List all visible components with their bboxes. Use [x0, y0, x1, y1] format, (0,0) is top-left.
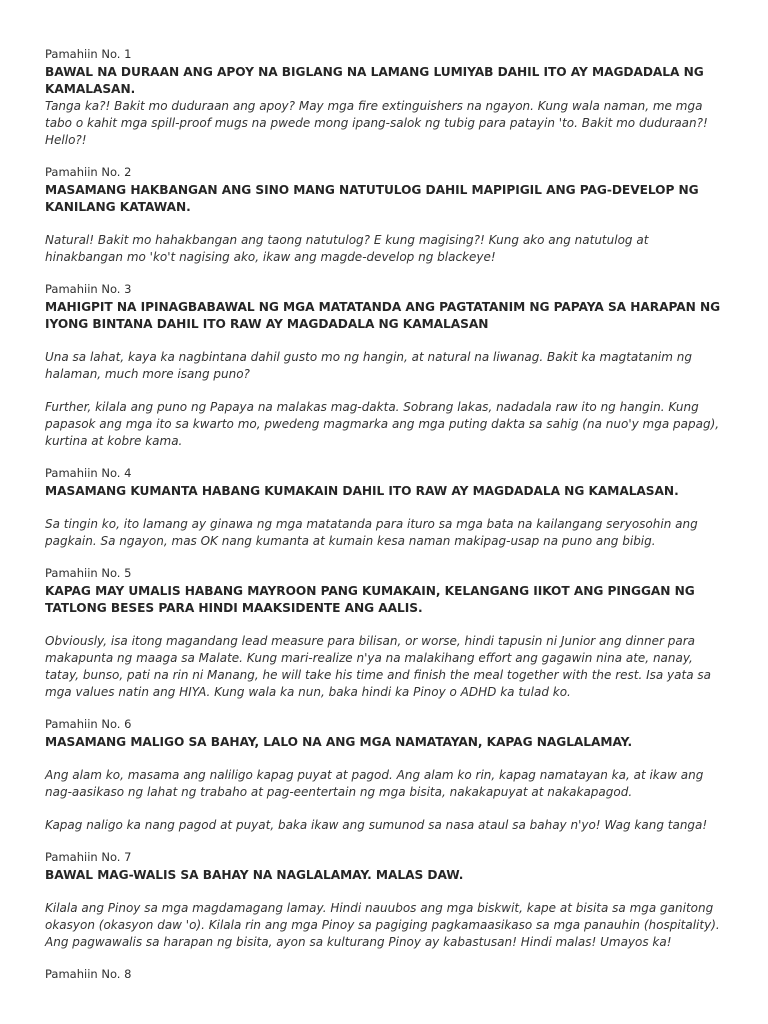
entry-label: Pamahiin No. 2 [45, 165, 132, 179]
entry-heading: BAWAL NA DURAAN ANG APOY NA BIGLANG NA LAMANG LUMIYAB DAHIL ITO AY MAGDADALA NG KAMALASAN. [45, 65, 704, 96]
entry-heading: MASAMANG MALIGO SA BAHAY, LALO NA ANG MGA NAMATAYAN, KAPAG NAGLALAMAY. [45, 735, 633, 749]
entry-7 [45, 850, 728, 951]
spacer [45, 450, 728, 466]
spacer [45, 884, 728, 900]
entry-heading: MAHIGPIT NA IPINAGBABAWAL NG MGA MATATANDA ANG PAGTATANIM NG PAPAYA SA HARAPAN NG IYONG BINTANA DAHIL ITO RAW AY MAGDADALA NG KAMALASAN [45, 300, 721, 331]
spacer [45, 701, 728, 717]
entry-label: Pamahiin No. 1 [45, 47, 132, 61]
spacer [45, 951, 728, 967]
entry-paragraph: Kapag naligo ka nang pagod at puyat, baka ikaw ang sumunod sa nasa ataul sa bahay n'yo! Wag kang tanga! [45, 818, 708, 832]
spacer [45, 617, 728, 633]
entry-paragraph: Sa tingin ko, ito lamang ay ginawa ng mga matatanda para ituro sa mga bata na kailangang seryosohin ang pagkain. Sa ngayon, mas OK nang kumanta at kumain kesa naman makipag-usap na puno ang bibig. [45, 517, 698, 548]
entry-label: Pamahiin No. 3 [45, 282, 132, 296]
entry-heading: MASAMANG HAKBANGAN ANG SINO MANG NATUTULOG DAHIL MAPIPIGIL ANG PAG-DEVELOP NG KANILANG KATAWAN. [45, 183, 699, 214]
spacer [45, 333, 728, 349]
entry-paragraph: Ang alam ko, masama ang naliligo kapag puyat at pagod. Ang alam ko rin, kapag namatayan ka, at ikaw ang nag-aasikaso ng lahat ng trabaho at pag-eentertain ng mga bisita, nakakapuyat at nakakapagod. [45, 768, 704, 799]
entry-paragraph: Obviously, isa itong magandang lead measure para bilisan, or worse, hindi tapusin ni Junior ang dinner para makapunta ng maaga sa Malate. Kung mari-realize n'ya na malakihang effort ang gagawin nina ate, nanay, tatay, bunso, pati na rin ni Manang, he will take his time and finish the meal together with the rest. Isa yata sa mga values natin ang HIYA. Kung wala ka nun, baka hindi ka Pinoy o ADHD ka tulad ko. [45, 634, 711, 699]
entry-3 [45, 282, 728, 450]
entry-5 [45, 566, 728, 701]
entry-label: Pamahiin No. 6 [45, 717, 132, 731]
spacer [45, 751, 728, 767]
entry-2 [45, 165, 728, 266]
entry-label: Pamahiin No. 4 [45, 466, 132, 480]
entry-6 [45, 717, 728, 834]
spacer [45, 550, 728, 566]
entry-heading: KAPAG MAY UMALIS HABANG MAYROON PANG KUMAKAIN, KELANGANG IIKOT ANG PINGGAN NG TATLONG BESES PARA HINDI MAAKSIDENTE ANG AALIS. [45, 584, 695, 615]
spacer [45, 149, 728, 165]
spacer [45, 801, 728, 817]
entry-paragraph: Tanga ka?! Bakit mo duduraan ang apoy? May mga fire extinguishers na ngayon. Kung wala naman, me mga tabo o kahit mga spill-proof mugs na pwede mong ipang-salok ng tubig para patayin 'to. Bakit mo duduraan?! Hello?! [45, 99, 708, 147]
spacer [45, 383, 728, 399]
entry-heading: BAWAL MAG-WALIS SA BAHAY NA NAGLALAMAY. MALAS DAW. [45, 868, 464, 882]
spacer [45, 216, 728, 232]
spacer [45, 500, 728, 516]
entry-label: Pamahiin No. 5 [45, 566, 132, 580]
entry-paragraph: Further, kilala ang puno ng Papaya na malakas mag-dakta. Sobrang lakas, nadadala raw ito ng hangin. Kung papasok ang mga ito sa kwarto mo, pwedeng magmarka ang mga puting dakta sa sahig (na nuo'y mga papag), kurtina at kobre kama. [45, 400, 720, 448]
spacer [45, 834, 728, 850]
entry-1 [45, 47, 728, 149]
entry-heading: MASAMANG KUMANTA HABANG KUMAKAIN DAHIL ITO RAW AY MAGDADALA NG KAMALASAN. [45, 484, 679, 498]
entry-label: Pamahiin No. 7 [45, 850, 132, 864]
entry-paragraph: Kilala ang Pinoy sa mga magdamagang lamay. Hindi nauubos ang mga biskwit, kape at bisita sa mga ganitong okasyon (okasyon daw 'o). Kilala rin ang mga Pinoy sa pagiging pagkamaasikaso sa mga panauhin (hospitality). Ang pagwawalis sa harapan ng bisita, ayon sa kulturang Pinoy ay kabastusan! Hindi malas! Umayos ka! [45, 901, 720, 949]
entry-paragraph: Natural! Bakit mo hahakbangan ang taong natutulog? E kung magising?! Kung ako ang natutulog at hinakbangan mo 'ko't nagising ako, ikaw ang magde-develop ng blackeye! [45, 233, 649, 264]
entry-8 [45, 967, 728, 982]
spacer [45, 266, 728, 282]
entry-paragraph: Una sa lahat, kaya ka nagbintana dahil gusto mo ng hangin, at natural na liwanag. Bakit ka magtatanim ng halaman, much more isang puno? [45, 350, 692, 381]
entry-label: Pamahiin No. 8 [45, 967, 132, 981]
entry-4 [45, 466, 728, 550]
